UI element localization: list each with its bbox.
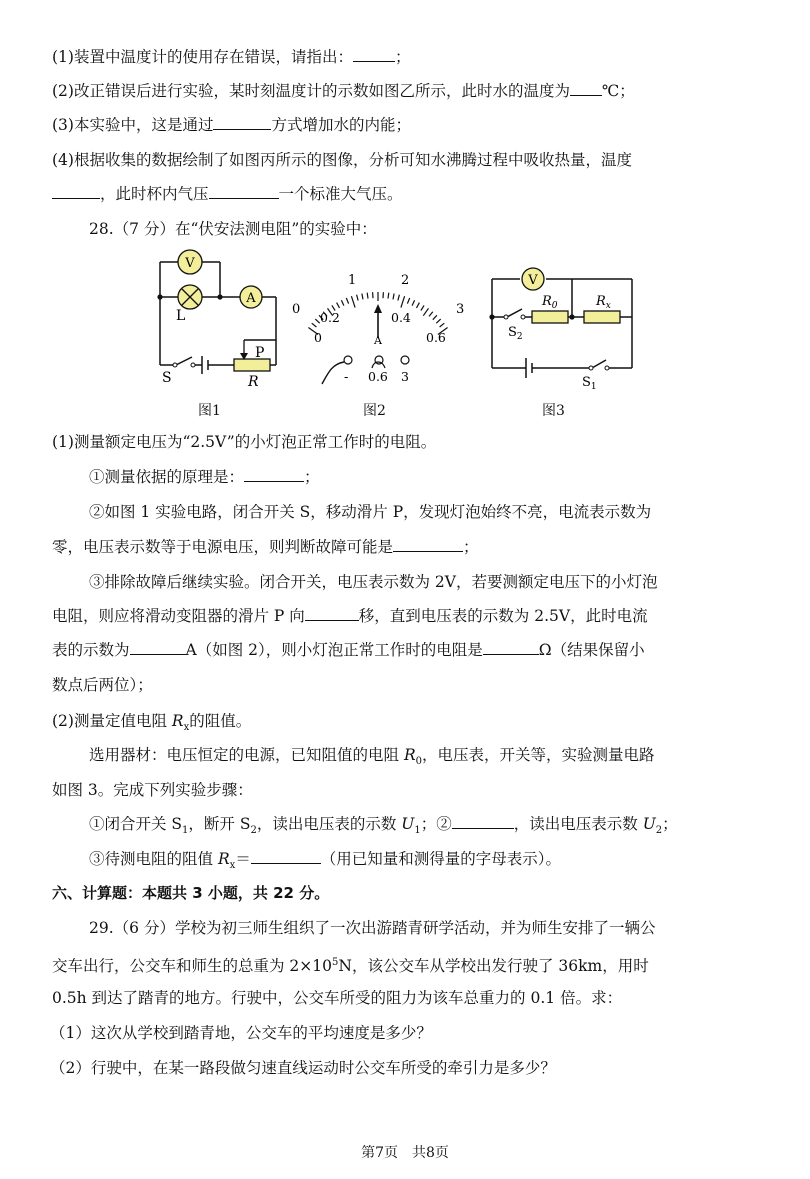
scale-1: 1	[348, 273, 357, 288]
answer-blank[interactable]	[353, 47, 395, 62]
answer-blank[interactable]	[452, 814, 514, 829]
label-v: V	[185, 256, 195, 271]
q28-part2-step3: ③待测电阻的阻值 $R_x=$ （用已知量和测得量的字母表示）。	[89, 850, 562, 872]
dial-tick	[388, 293, 389, 299]
answer-blank[interactable]	[52, 184, 100, 199]
figure1-circuit	[140, 250, 290, 390]
answer-blank[interactable]	[570, 81, 602, 96]
terminal-0.6: 0.6	[368, 369, 388, 384]
q28-part2-line1: 选用器材：电压恒定的电源，已知阻值的电阻 $R_0$，电压表，开关等，实验测量电路	[89, 746, 655, 768]
scale-0.2: 0.2	[320, 310, 340, 325]
answer-blank[interactable]	[244, 467, 304, 482]
q29-sub2: （2）行驶中，在某一路段做匀速直线运动时公交车所受的牵引力是多少？	[50, 1059, 556, 1077]
answer-blank[interactable]	[393, 537, 463, 552]
q28-part1c-line1: ③排除故障后继续实验。闭合开关，电压表示数为 2V，若要测额定电压下的小灯泡	[89, 573, 658, 591]
q-part4-line2: ，此时杯内气压 一个标准大气压。	[52, 184, 403, 204]
label-v: V	[528, 273, 538, 288]
answer-blank[interactable]	[251, 849, 321, 864]
unit-a: A	[374, 334, 382, 347]
q28-part1c-line4: 数点后两位）；	[52, 676, 153, 694]
q-part3: (3)本实验中，这是通过 方式增加水的内能；	[52, 116, 411, 134]
dial-tick	[398, 295, 400, 301]
terminal-3: 3	[401, 369, 409, 384]
page-footer: 第7页 共8页	[361, 1145, 449, 1161]
q28-part2-line2: 如图 3。完成下列实验步骤：	[52, 781, 253, 799]
q29-line1: 29.（6 分）学校为初三师生组织了一次出游踏青研学活动，并为师生安排了一辆公	[89, 919, 656, 937]
rheostat-icon	[234, 359, 270, 371]
q28-part1b-line1: ②如图 1 实验电路，闭合开关 S，移动滑片 P，发现灯泡始终不亮，电流表示数为	[89, 503, 652, 521]
label-s2: $S_2$	[508, 325, 523, 342]
answer-blank[interactable]	[483, 640, 539, 655]
answer-blank[interactable]	[213, 115, 271, 130]
dial-tick	[412, 300, 415, 305]
terminal-minus: -	[344, 370, 349, 385]
dial-tick	[436, 319, 440, 323]
q29-line3: 0.5h 到达了踏青的地方。行驶中，公交车所受的阻力为该车总重力的 0.1 倍。求：	[52, 989, 623, 1007]
dial-tick	[401, 296, 405, 307]
answer-blank[interactable]	[305, 606, 359, 621]
label-rx: $R_x$	[596, 294, 611, 311]
label-s1: $S_1$	[582, 375, 597, 392]
q28-part1c-line2: 电阻，则应将滑动变阻器的滑片 P 向 移，直到电压表的示数为 2.5V，此时电流	[52, 607, 648, 625]
dial-tick	[312, 323, 317, 327]
answer-blank[interactable]	[209, 184, 279, 199]
q-part4-line1: (4)根据收集的数据绘制了如图丙所示的图像，分析可知水沸腾过程中吸收热量，温度	[52, 151, 632, 169]
q28-part2: (2)测量定值电阻 $R_x$的阻值。	[52, 712, 252, 734]
label-r0: $R_0$	[542, 294, 558, 311]
scale-2: 2	[401, 273, 410, 288]
dial-tick	[429, 312, 433, 317]
dial-tick	[367, 293, 368, 299]
scale-0-top: 0	[292, 302, 301, 317]
q28-part1: (1)测量额定电压为“2.5V”的小灯泡正常工作时的电阻。	[52, 433, 437, 451]
figure3-circuit	[478, 262, 640, 392]
dial-tick	[357, 295, 359, 301]
figure2-ammeter-dial	[288, 268, 468, 390]
dial-tick	[433, 315, 437, 319]
q-part1: (1)装置中温度计的使用存在错误，请指出： ；	[52, 48, 411, 66]
q28-part1a: ①测量依据的原理是： ；	[89, 468, 320, 486]
dial-tick	[417, 303, 420, 308]
label-a: A	[246, 291, 256, 306]
dial-tick	[393, 294, 394, 300]
dial-tick	[337, 303, 340, 308]
dial-tick	[407, 298, 409, 304]
label-r: R	[248, 374, 259, 390]
dial-tick	[351, 296, 355, 307]
label-l: L	[176, 308, 186, 324]
figure2-caption: 图2	[363, 403, 386, 419]
dial-tick	[362, 294, 363, 300]
scale-3: 3	[456, 302, 465, 317]
dial-tick	[421, 305, 424, 310]
answer-blank[interactable]	[130, 640, 186, 655]
scale-0-bottom: 0	[314, 330, 322, 345]
q28-part1b-line2: 零，电压表示数等于电源电压，则判断故障可能是 ；	[52, 538, 479, 556]
dial-tick	[346, 298, 348, 304]
scale-0.4: 0.4	[391, 310, 411, 325]
q28-part2-step1: ①闭合开关 $S_1$，断开 $S_2$，读出电压表的示数 $U_1$；② ，读出电压表示数 $U_2$；	[89, 815, 678, 837]
resistor-r0-icon	[532, 311, 568, 323]
q28-title: 28.（7 分）在“伏安法测电阻”的实验中：	[89, 220, 377, 238]
scale-0.6: 0.6	[426, 330, 446, 345]
section-heading: 六、计算题：本题共 3 小题，共 22 分。	[52, 884, 330, 902]
resistor-rx-icon	[584, 311, 620, 323]
q29-line2: 交车出行，公交车和师生的总重为 $2\times 10^5N$，该公交车从学校出发行驶了 36km，用时	[52, 957, 649, 976]
q29-sub1: （1）这次从学校到踏青地，公交车的平均速度是多少？	[50, 1024, 432, 1042]
dial-tick	[423, 308, 428, 315]
dial-tick	[341, 300, 344, 305]
figure1-caption: 图1	[198, 403, 221, 419]
figure3-caption: 图3	[542, 403, 565, 419]
label-p: P	[255, 345, 265, 361]
label-s: S	[162, 370, 172, 386]
dial-tick	[440, 323, 445, 327]
q28-part1c-line3: 表的示数为 A（如图 2），则小灯泡正常工作时的电阻是 Ω（结果保留小	[52, 641, 645, 659]
q-part2: (2)改正错误后进行实验，某时刻温度计的示数如图乙所示，此时水的温度为 ℃；	[52, 82, 635, 100]
